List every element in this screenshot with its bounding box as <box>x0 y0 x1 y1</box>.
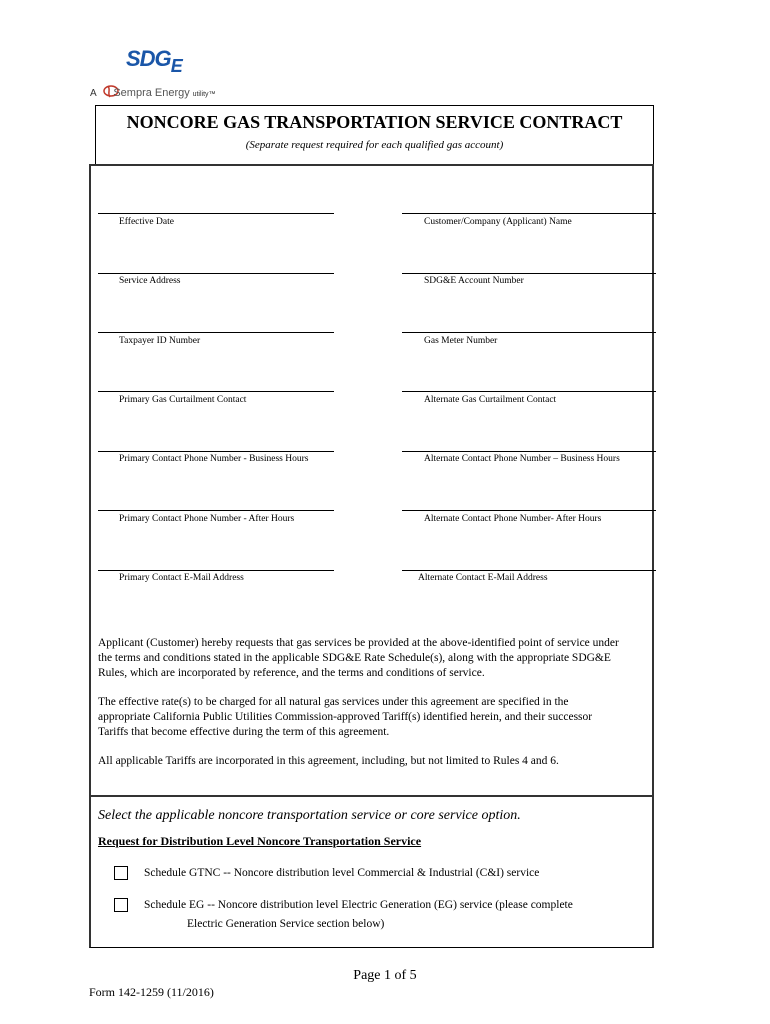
gtnc-checkbox[interactable] <box>114 866 128 880</box>
gas-meter-number-field[interactable] <box>402 332 656 333</box>
tariffs-paragraph: All applicable Tariffs are incorporated in this agreement, including, but not limited to Rules 4 and 6. <box>98 755 559 767</box>
logo-wordmark-e: E <box>170 56 182 76</box>
primary-curtailment-contact-field[interactable] <box>98 391 334 392</box>
service-address-field[interactable] <box>98 273 334 274</box>
paragraph-line: the terms and conditions stated in the applicable SDG&E Rate Schedule(s), along with the appropriate SDG&E <box>98 652 611 664</box>
rates-paragraph <box>98 695 648 740</box>
eg-option-label: Schedule EG -- Noncore distribution level Electric Generation (EG) service (please complete <box>144 899 573 911</box>
paragraph-line: Tariffs that become effective during the term of this agreement. <box>98 726 390 738</box>
page-title: NONCORE GAS TRANSPORTATION SERVICE CONTRACT <box>126 112 623 132</box>
sdge-logo <box>126 46 182 76</box>
select-service-heading: Select the applicable noncore transportation service or core service option. <box>98 808 521 823</box>
request-distribution-heading: Request for Distribution Level Noncore Transportation Service <box>98 834 422 848</box>
gtnc-option-label: Schedule GTNC -- Noncore distribution level Commercial & Industrial (C&I) service <box>144 867 540 879</box>
effective-date-field[interactable] <box>98 213 334 214</box>
alternate-curtailment-contact-field[interactable] <box>402 391 656 392</box>
logo-brand: Sempra Energy <box>113 87 190 99</box>
alternate-phone-business-label: Alternate Contact Phone Number – Business Hours <box>424 454 620 464</box>
primary-phone-business-label: Primary Contact Phone Number - Business Hours <box>119 454 309 464</box>
logo-wordmark: SDG <box>126 46 171 71</box>
primary-phone-after-hours-label: Primary Contact Phone Number - After Hours <box>119 514 295 524</box>
form-number: Form 142-1259 (11/2016) <box>89 985 214 999</box>
eg-option-label-cont: Electric Generation Service section below) <box>187 918 385 930</box>
service-address-label: Service Address <box>119 276 181 286</box>
primary-phone-after-hours-field[interactable] <box>98 510 334 511</box>
eg-checkbox[interactable] <box>114 898 128 912</box>
logo-tagline <box>90 87 216 99</box>
page-number: Page 1 of 5 <box>353 968 417 983</box>
alternate-phone-after-hours-field[interactable] <box>402 510 656 511</box>
paragraph-line: appropriate California Public Utilities Commission-approved Tariff(s) identified herein, and their successor <box>98 711 593 723</box>
paragraph-line: Rules, which are incorporated by reference, and the terms and conditions of service. <box>98 667 485 679</box>
paragraph-line: Applicant (Customer) hereby requests that gas services be provided at the above-identified point of service under <box>98 637 619 649</box>
customer-name-label: Customer/Company (Applicant) Name <box>424 217 572 227</box>
alternate-email-label: Alternate Contact E-Mail Address <box>418 573 548 583</box>
alternate-email-field[interactable] <box>402 570 656 571</box>
page-subtitle: (Separate request required for each qualified gas account) <box>245 139 504 151</box>
primary-phone-business-field[interactable] <box>98 451 334 452</box>
effective-date-label: Effective Date <box>119 217 174 227</box>
taxpayer-id-label: Taxpayer ID Number <box>119 336 201 346</box>
gas-meter-number-label: Gas Meter Number <box>424 336 498 346</box>
taxpayer-id-field[interactable] <box>98 332 334 333</box>
logo-tm: ™ <box>208 91 216 98</box>
alternate-phone-business-field[interactable] <box>402 451 656 452</box>
primary-curtailment-contact-label: Primary Gas Curtailment Contact <box>119 395 247 405</box>
account-number-label: SDG&E Account Number <box>424 276 524 286</box>
logo-prefix: A <box>90 88 97 99</box>
primary-email-field[interactable] <box>98 570 334 571</box>
customer-name-field[interactable] <box>402 213 656 214</box>
paragraph-line: The effective rate(s) to be charged for all natural gas services under this agreement are specified in the <box>98 696 569 708</box>
primary-email-label: Primary Contact E-Mail Address <box>119 573 244 583</box>
account-number-field[interactable] <box>402 273 656 274</box>
logo-suffix: utility <box>192 91 209 98</box>
request-paragraph <box>98 636 648 681</box>
alternate-phone-after-hours-label: Alternate Contact Phone Number- After Hours <box>424 514 602 524</box>
alternate-curtailment-contact-label: Alternate Gas Curtailment Contact <box>424 395 557 405</box>
